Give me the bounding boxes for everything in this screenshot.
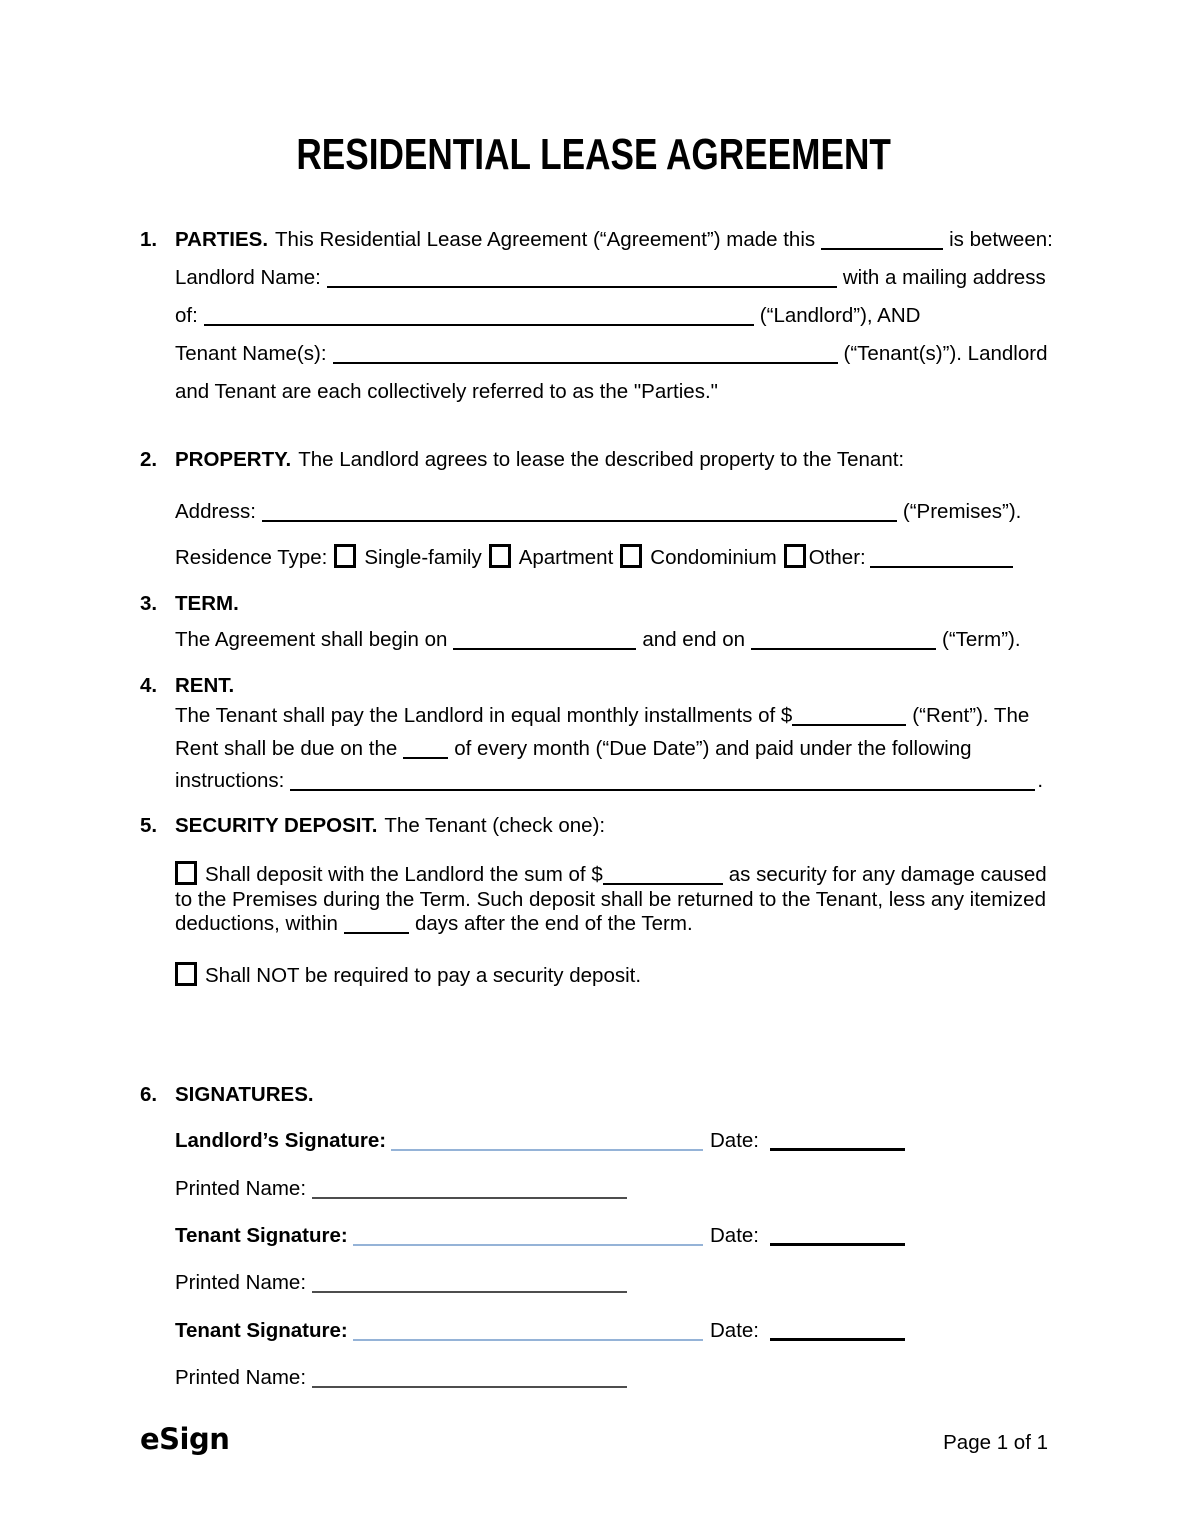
landlord-name-after: with a mailing address bbox=[842, 266, 1046, 289]
section-heading: SECURITY DEPOSIT. bbox=[175, 814, 378, 837]
tenant2-signature-row bbox=[175, 1319, 905, 1343]
printed-name-label: Printed Name: bbox=[175, 1270, 307, 1294]
section-heading: PARTIES. bbox=[175, 228, 269, 251]
landlord-address-blank[interactable] bbox=[204, 324, 754, 326]
section-number: 5. bbox=[140, 814, 158, 837]
deposit-option-1-line-1 bbox=[175, 861, 1048, 888]
printed-name-label: Printed Name: bbox=[175, 1176, 307, 1200]
deposit-text-4: deductions, within bbox=[175, 912, 338, 935]
tenant1-signature-date-blank[interactable] bbox=[770, 1243, 905, 1246]
landlord-address-label: of: bbox=[175, 304, 198, 327]
tenant1-printed-name-row bbox=[175, 1271, 1048, 1295]
other-checkbox[interactable] bbox=[784, 544, 806, 568]
tenant1-signature-label: Tenant Signature: bbox=[175, 1223, 348, 1247]
property-heading-line bbox=[175, 448, 1048, 472]
landlord-printed-name-row bbox=[175, 1177, 1048, 1201]
condominium-checkbox[interactable] bbox=[620, 544, 642, 568]
term-start-date-blank[interactable] bbox=[453, 648, 636, 650]
date-label: Date: bbox=[710, 1318, 759, 1342]
deposit-text-5: days after the end of the Term. bbox=[414, 912, 693, 935]
agreement-date-blank[interactable] bbox=[821, 248, 943, 250]
property-heading-rest: The Landlord agrees to lease the described property to the Tenant: bbox=[298, 448, 905, 471]
section-signatures bbox=[140, 1083, 1048, 1390]
security-heading-rest: The Tenant (check one): bbox=[384, 814, 606, 837]
deposit-text-2: as security for any damage caused bbox=[728, 863, 1047, 886]
section-parties bbox=[140, 228, 1053, 404]
tenant-names-after: (“Tenant(s)”). Landlord bbox=[843, 342, 1048, 365]
deposit-text-1: Shall deposit with the Landlord the sum of $ bbox=[205, 863, 603, 886]
section-rent bbox=[140, 674, 1048, 793]
parties-intro-after: is between: bbox=[949, 228, 1053, 251]
parties-line-3 bbox=[175, 304, 1048, 328]
term-end-date-blank[interactable] bbox=[751, 648, 936, 650]
rent-amount-after: (“Rent”). The bbox=[912, 704, 1030, 727]
landlord-signature-line[interactable] bbox=[391, 1149, 703, 1151]
deposit-required-checkbox[interactable] bbox=[175, 861, 197, 885]
deposit-text-3: to the Premises during the Term. Such deposit shall be returned to the Tenant, less any itemized bbox=[175, 887, 1046, 911]
other-label: Other: bbox=[808, 546, 866, 569]
residence-type-label: Residence Type: bbox=[175, 546, 328, 569]
section-number: 1. bbox=[140, 228, 158, 251]
single-family-label: Single-family bbox=[364, 546, 482, 569]
landlord-signature-date-blank[interactable] bbox=[770, 1148, 905, 1151]
instructions-after: . bbox=[1037, 769, 1044, 792]
landlord-address-after: (“Landlord”), AND bbox=[759, 304, 921, 327]
rent-heading-line bbox=[175, 674, 1048, 698]
landlord-name-blank[interactable] bbox=[327, 286, 837, 288]
tenant2-printed-name-row bbox=[175, 1366, 1048, 1390]
deposit-option-1-line-3 bbox=[175, 912, 1048, 937]
address-label: Address: bbox=[175, 500, 256, 523]
page-footer bbox=[140, 1422, 1048, 1456]
parties-line-2 bbox=[175, 266, 1048, 290]
rent-due-after: of every month (“Due Date”) and paid under the following bbox=[454, 737, 972, 760]
deposit-option-1 bbox=[175, 861, 1048, 937]
parties-closing-text: and Tenant are each collectively referred to as the "Parties." bbox=[175, 380, 718, 403]
section-term bbox=[140, 592, 1048, 652]
address-after: (“Premises”). bbox=[902, 500, 1022, 523]
rent-amount-blank[interactable] bbox=[792, 724, 906, 726]
page-title: RESIDENTIAL LEASE AGREEMENT bbox=[296, 130, 892, 179]
parties-line-1 bbox=[175, 228, 1053, 252]
section-number: 4. bbox=[140, 674, 158, 697]
section-heading: SIGNATURES. bbox=[175, 1082, 314, 1106]
tenant1-signature-line[interactable] bbox=[353, 1244, 703, 1246]
date-label: Date: bbox=[710, 1128, 759, 1152]
rent-line-2 bbox=[175, 737, 1048, 761]
residence-type-line bbox=[175, 544, 1048, 570]
parties-line-5 bbox=[175, 380, 1048, 404]
esign-logo: eSign bbox=[140, 1422, 230, 1456]
section-property bbox=[140, 448, 1048, 570]
landlord-printed-name-blank[interactable] bbox=[312, 1197, 627, 1199]
parties-line-4 bbox=[175, 342, 1048, 366]
rent-due-day-blank[interactable] bbox=[403, 757, 448, 759]
instructions-label: instructions: bbox=[175, 769, 285, 792]
rent-line-1 bbox=[175, 704, 1048, 728]
rent-amount-text: The Tenant shall pay the Landlord in equal monthly installments of $ bbox=[175, 704, 793, 727]
tenant2-signature-label: Tenant Signature: bbox=[175, 1318, 348, 1342]
tenant1-signature-row bbox=[175, 1224, 905, 1248]
rent-due-text: Rent shall be due on the bbox=[175, 737, 398, 760]
property-address-line bbox=[175, 500, 1048, 524]
term-begin-text: The Agreement shall begin on bbox=[175, 628, 448, 651]
term-mid-text: and end on bbox=[642, 628, 745, 651]
no-deposit-text: Shall NOT be required to pay a security deposit. bbox=[205, 963, 642, 987]
apartment-checkbox[interactable] bbox=[489, 544, 511, 568]
condominium-label: Condominium bbox=[650, 546, 777, 569]
section-number: 2. bbox=[140, 448, 158, 471]
landlord-signature-label: Landlord’s Signature: bbox=[175, 1128, 387, 1152]
term-dates-line bbox=[175, 628, 1048, 652]
tenant2-signature-date-blank[interactable] bbox=[770, 1338, 905, 1341]
deposit-option-2 bbox=[175, 962, 1048, 988]
page-number: Page 1 of 1 bbox=[943, 1431, 1048, 1454]
parties-intro-text: This Residential Lease Agreement (“Agreement”) made this bbox=[275, 228, 816, 251]
residence-other-blank[interactable] bbox=[870, 566, 1013, 568]
tenant2-signature-line[interactable] bbox=[353, 1339, 703, 1341]
section-heading: PROPERTY. bbox=[175, 448, 292, 471]
tenant2-printed-name-blank[interactable] bbox=[312, 1386, 627, 1388]
no-deposit-checkbox[interactable] bbox=[175, 962, 197, 986]
tenant-names-blank[interactable] bbox=[333, 362, 838, 364]
section-number: 6. bbox=[140, 1082, 158, 1106]
premises-address-blank[interactable] bbox=[262, 520, 897, 522]
payment-instructions-blank[interactable] bbox=[290, 789, 1035, 791]
signatures-heading-line bbox=[175, 1083, 1048, 1107]
date-label: Date: bbox=[710, 1223, 759, 1247]
term-after-text: (“Term”). bbox=[942, 628, 1021, 651]
section-heading: RENT. bbox=[175, 674, 235, 697]
apartment-label: Apartment bbox=[518, 546, 614, 569]
section-heading: TERM. bbox=[175, 592, 239, 615]
tenant1-printed-name-blank[interactable] bbox=[312, 1291, 627, 1293]
rent-line-3 bbox=[175, 769, 1048, 793]
section-number: 3. bbox=[140, 592, 158, 615]
deposit-amount-blank[interactable] bbox=[603, 883, 723, 885]
landlord-signature-row bbox=[175, 1129, 905, 1153]
deposit-option-1-line-2 bbox=[175, 888, 1048, 913]
deposit-return-days-blank[interactable] bbox=[344, 932, 409, 934]
printed-name-label: Printed Name: bbox=[175, 1365, 307, 1389]
term-heading-line bbox=[175, 592, 1048, 616]
single-family-checkbox[interactable] bbox=[334, 544, 356, 568]
tenant-names-label: Tenant Name(s): bbox=[175, 342, 327, 365]
section-security-deposit bbox=[140, 814, 1048, 988]
landlord-name-label: Landlord Name: bbox=[175, 266, 321, 289]
security-heading-line bbox=[175, 814, 1048, 838]
